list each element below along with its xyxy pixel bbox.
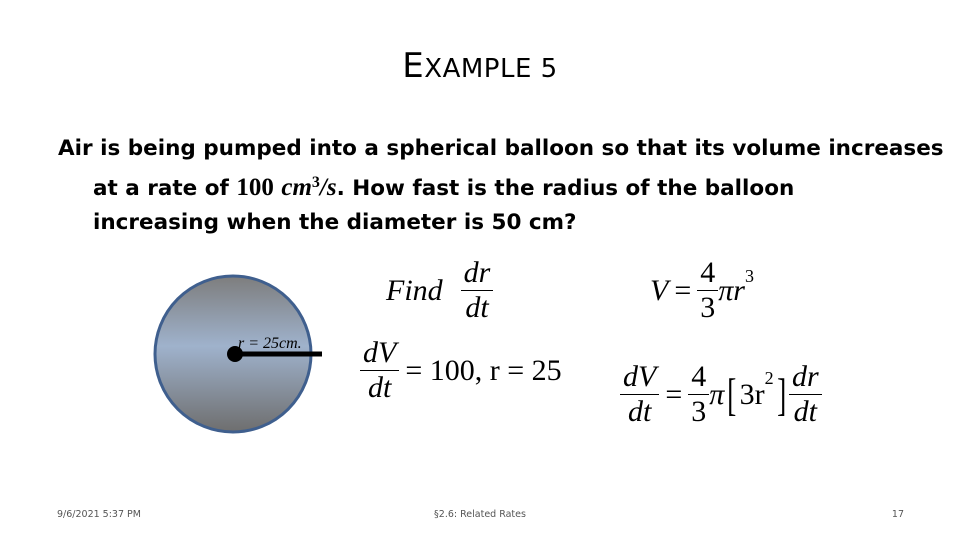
derivative-equals: = [665, 377, 683, 411]
rate-unit-cm: cm [281, 174, 312, 202]
volume-exponent: 3 [744, 266, 754, 286]
slide-title [0, 46, 960, 86]
rate-unit-per-second: /s [319, 174, 337, 202]
derivative-constant-numerator: 4 [691, 360, 707, 393]
problem-line-1: Air is being pumped into a spherical balloon so that its volume increases [58, 136, 944, 161]
footer-page-number: 17 [891, 509, 904, 520]
derivative-coefficient: 3r [739, 377, 765, 411]
left-bracket-icon: [ [727, 368, 737, 420]
find-word: Find [386, 273, 443, 307]
radius-label: r = 25cm. [238, 335, 302, 352]
derivative-lhs-numerator: dV [623, 360, 657, 393]
title-first-letter: E [402, 46, 425, 86]
derivative-constant-fraction [688, 360, 709, 429]
find-fraction [461, 256, 494, 325]
derivative-rate-numerator: dr [791, 360, 819, 393]
find-denominator: dt [465, 291, 489, 324]
volume-equals: = [674, 273, 692, 307]
problem-statement [58, 132, 944, 240]
volume-denominator: 3 [700, 291, 716, 324]
derivative-lhs-fraction [620, 360, 659, 429]
problem-line-2-end: . How fast is the radius of the balloon [336, 176, 795, 202]
rate-unit-exponent: 3 [311, 174, 320, 191]
derivative-equation [620, 360, 822, 429]
problem-line-2 [58, 166, 918, 206]
volume-fraction [697, 256, 718, 325]
derivative-lhs-denominator: dt [627, 395, 652, 428]
volume-pi: π [718, 273, 734, 307]
volume-variable: r [733, 273, 745, 307]
right-bracket-icon: ] [776, 368, 786, 420]
derivative-pi: π [709, 377, 725, 411]
find-numerator: dr [463, 256, 491, 289]
problem-line-2-start: at a rate of [93, 176, 237, 202]
volume-numerator: 4 [700, 256, 716, 289]
derivative-rate-fraction [789, 360, 822, 429]
footer-date: 9/6/2021 5:37 PM [57, 509, 141, 520]
given-numerator: dV [363, 336, 397, 369]
given-fraction [360, 336, 399, 405]
rate-value: 100 [236, 174, 274, 202]
problem-line-3: increasing when the diameter is 50 cm? [93, 210, 577, 236]
given-rest: = 100, r = 25 [405, 353, 562, 387]
volume-lhs: V [650, 273, 669, 307]
find-expression [386, 256, 493, 325]
title-rest: XAMPLE 5 [424, 54, 558, 84]
given-denominator: dt [367, 371, 392, 404]
balloon-diagram [150, 270, 335, 440]
derivative-constant-denominator: 3 [691, 395, 707, 428]
given-values [360, 336, 562, 405]
derivative-rate-denominator: dt [793, 395, 817, 428]
volume-formula [650, 256, 754, 325]
footer-section: §2.6: Related Rates [434, 509, 526, 520]
derivative-exponent: 2 [764, 368, 774, 388]
